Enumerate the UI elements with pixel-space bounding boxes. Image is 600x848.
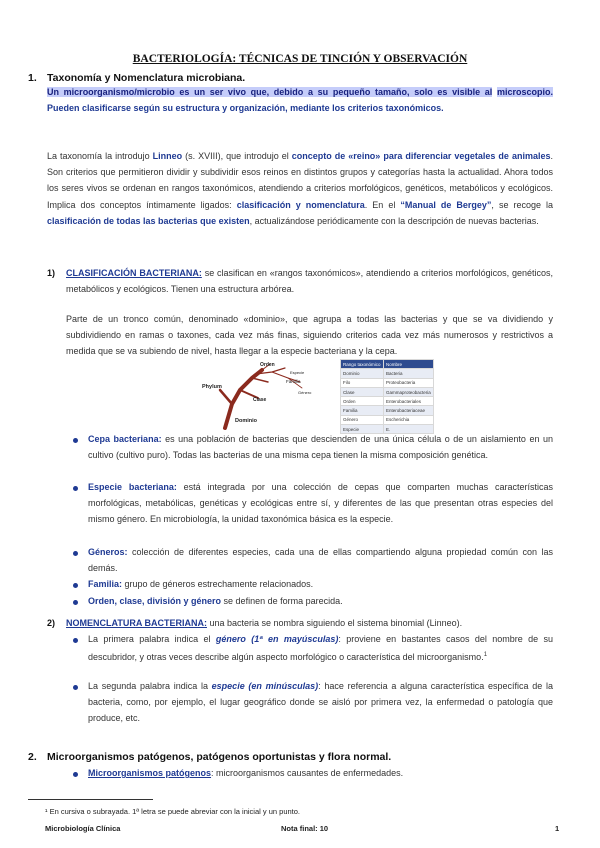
bullet-icon bbox=[73, 486, 78, 491]
linneo: Linneo bbox=[152, 151, 183, 161]
text: , se recoge la bbox=[491, 199, 554, 210]
intro-paragraph bbox=[47, 84, 553, 116]
table-row bbox=[341, 406, 434, 415]
table-cell: Enterobacteriaceae bbox=[384, 406, 434, 415]
bullet-orden bbox=[88, 593, 553, 609]
table-cell: Filo bbox=[341, 378, 384, 387]
genero-term: género (1ª en mayúsculas) bbox=[215, 634, 339, 644]
taxonomy-paragraph bbox=[47, 148, 553, 229]
table-cell: Dominio bbox=[341, 369, 384, 378]
section-2-number: 2. bbox=[28, 751, 37, 763]
tree-label-familia: Familia bbox=[286, 379, 301, 384]
table-cell: Especie bbox=[341, 425, 384, 434]
bullet-icon bbox=[73, 583, 78, 588]
table-row bbox=[341, 397, 434, 406]
clasificacion-nomenclatura: clasificación y nomenclatura bbox=[236, 199, 365, 210]
bullet-familia bbox=[88, 576, 553, 592]
clasificacion-paragraph bbox=[66, 265, 553, 297]
bullet-title: Microorganismos patógenos bbox=[88, 768, 212, 778]
text: una bacteria se nombra siguiendo el sistema binomial (Linneo). bbox=[207, 618, 463, 628]
section-1-number: 1. bbox=[28, 72, 37, 84]
manual-bergey: “Manual de Bergey” bbox=[400, 199, 492, 210]
bullet-title: Géneros: bbox=[88, 547, 128, 557]
bullet-title: Orden, clase, división y género bbox=[88, 596, 222, 606]
table-cell: E. bbox=[384, 425, 434, 434]
text: : proviene en bastantes casos del nombre de su descubridor, y otras veces describe algún aspecto morfológico o característica del microorganismo. bbox=[88, 634, 553, 663]
concepto-reino: concepto de «reino» para diferenciar vegetales de animales bbox=[291, 151, 551, 161]
taxonomy-table bbox=[340, 359, 434, 434]
nomenclatura-title: NOMENCLATURA BACTERIANA: bbox=[66, 618, 207, 628]
tree-label-phylum: Phylum bbox=[202, 384, 222, 390]
footer-course: Microbiología Clínica bbox=[45, 824, 121, 833]
bullet-icon bbox=[73, 551, 78, 556]
tronco-paragraph: Parte de un tronco común, denominado «dominio», que agrupa a todas las bacterias y que se va dividiendo y subdividiendo en ramas o taxones, cada vez más finas, siguiendo criterios cada vez más numerosos y restrictivos a medida que se va subiendo de nivel, hasta llegar a la especie bacteriana y la cepa. bbox=[66, 314, 553, 357]
table-row bbox=[341, 378, 434, 387]
text: . Son criterios que permitieron dividir y subdividir esos reinos en distintos grupos y categorías hasta la actualidad. Ahora todos los seres vivos se ordenan en rangos taxonómicos, atendiendo a criterios morfológicos, genéticos, metabólicos y ecológicos. Implica dos conceptos íntimamente ligados: bbox=[47, 151, 553, 210]
footnote-ref: 1 bbox=[483, 652, 488, 659]
nomenclatura-paragraph bbox=[66, 615, 553, 631]
table-cell: Orden bbox=[341, 397, 384, 406]
intro-highlight-2: microscopio. bbox=[496, 87, 553, 97]
text: La segunda palabra indica la bbox=[88, 681, 212, 691]
text: : microorganismos causantes de enfermedades. bbox=[211, 768, 404, 778]
especie-term: especie (en minúsculas) bbox=[211, 681, 319, 691]
text: . En el bbox=[364, 199, 401, 210]
bullet-icon bbox=[73, 600, 78, 605]
footnote-divider bbox=[28, 799, 153, 800]
bullet-icon bbox=[73, 772, 78, 777]
text: colección de diferentes especies, cada una de ellas compartiendo alguna propiedad común con las demás. bbox=[88, 547, 553, 574]
tree-label-dominio: Dominio bbox=[235, 418, 257, 424]
bullet-especie bbox=[88, 479, 553, 528]
table-row bbox=[341, 415, 434, 424]
clasificacion-title: CLASIFICACIÓN BACTERIANA: bbox=[66, 268, 202, 278]
section-1-heading: Taxonomía y Nomenclatura microbiana. bbox=[47, 72, 246, 84]
text: es una población de bacterias que descienden de una única célula o de un aislamiento en un cultivo (cultivo puro). Todas las bacterias de una misma cepa tienen la misma composición genética. bbox=[88, 434, 553, 461]
bullet-title: Especie bacteriana: bbox=[88, 482, 177, 492]
table-cell: Bacteria bbox=[384, 369, 434, 378]
bullet-cepa bbox=[88, 431, 553, 463]
tree-label-clase: Clase bbox=[253, 397, 267, 403]
tree-label-especie: Especie bbox=[290, 370, 305, 375]
text: La taxonomía la introdujo bbox=[47, 151, 153, 161]
bullet-title: Familia: bbox=[88, 579, 123, 589]
footer-grade: Nota final: 10 bbox=[281, 824, 329, 833]
bullet-icon bbox=[73, 438, 78, 443]
bullet-title: Cepa bacteriana: bbox=[88, 434, 162, 444]
section-2-heading: Microorganismos patógenos, patógenos oportunistas y flora normal. bbox=[47, 751, 392, 763]
tree-label-orden: Orden bbox=[260, 362, 275, 368]
text: grupo de géneros estrechamente relacionados. bbox=[122, 579, 314, 589]
table-cell: Rango taxonómico bbox=[341, 360, 384, 369]
table-cell: Clase bbox=[341, 387, 384, 396]
text: está integrada por una colección de cepas que comparten muchas características morfológicas, metabólicas, genéticas y ecológicas entre sí, y diferentes de las que presentan otras especies del mismo género. En microbiología, la unidad taxonómica básica es la especie. bbox=[88, 482, 553, 525]
text: se definen de forma parecida. bbox=[221, 596, 343, 606]
text: La primera palabra indica el bbox=[88, 634, 216, 644]
subsection-1-number: 1) bbox=[47, 268, 56, 278]
table-cell: Enterobacteriales bbox=[384, 397, 434, 406]
text: , actualizándose periódicamente con la descripción de nuevas bacterias. bbox=[249, 215, 539, 226]
table-cell: Género bbox=[341, 415, 384, 424]
text: (s. XVIII), que introdujo el bbox=[182, 151, 292, 161]
todas-bacterias: clasificación de todas las bacterias que existen bbox=[47, 215, 250, 226]
table-cell: Gammaproteobacteria bbox=[384, 387, 434, 396]
footnote: ¹ En cursiva o subrayada. 1ª letra se puede abreviar con la inicial y un punto. bbox=[45, 807, 301, 816]
bullet-icon bbox=[73, 638, 78, 643]
page-title: BACTERIOLOGÍA: TÉCNICAS DE TINCIÓN Y OBSERVACIÓN bbox=[132, 53, 468, 65]
intro-highlight-1: Un microorganismo/microbio es un ser vivo que, debido a su pequeño tamaño, solo es visible al bbox=[47, 87, 493, 97]
bullet-generos bbox=[88, 544, 553, 576]
table-cell: Familia bbox=[341, 406, 384, 415]
subsection-2-number: 2) bbox=[47, 618, 56, 628]
intro-rest: Pueden clasificarse según su estructura y organización, mediante los criterios taxonómicos. bbox=[47, 103, 444, 114]
text: se clasifican en «rangos taxonómicos», atendiendo a criterios morfológicos, genéticos, metabólicos y ecológicos. Tienen una estructura arbórea. bbox=[66, 268, 553, 295]
page-number: 1 bbox=[555, 824, 560, 833]
table-row bbox=[341, 360, 434, 369]
table-cell: Escherichia bbox=[384, 415, 434, 424]
bullet-icon bbox=[73, 685, 78, 690]
table-cell: Proteobacteria bbox=[384, 378, 434, 387]
table-cell: Nombre bbox=[384, 360, 434, 369]
table-row bbox=[341, 369, 434, 378]
bullet-primera-palabra bbox=[88, 631, 553, 665]
text: : hace referencia a alguna característica específica de la bacteria, como, por ejemplo, el lugar geográfico donde se aisló por primera vez, la enfermedad o patología que produce, etc. bbox=[88, 681, 554, 724]
taxonomy-tree-diagram bbox=[190, 360, 320, 430]
table-row bbox=[341, 387, 434, 396]
bullet-segunda-palabra bbox=[88, 678, 553, 727]
tree-label-genero: Género bbox=[298, 390, 312, 395]
bullet-patogenos bbox=[88, 765, 553, 781]
